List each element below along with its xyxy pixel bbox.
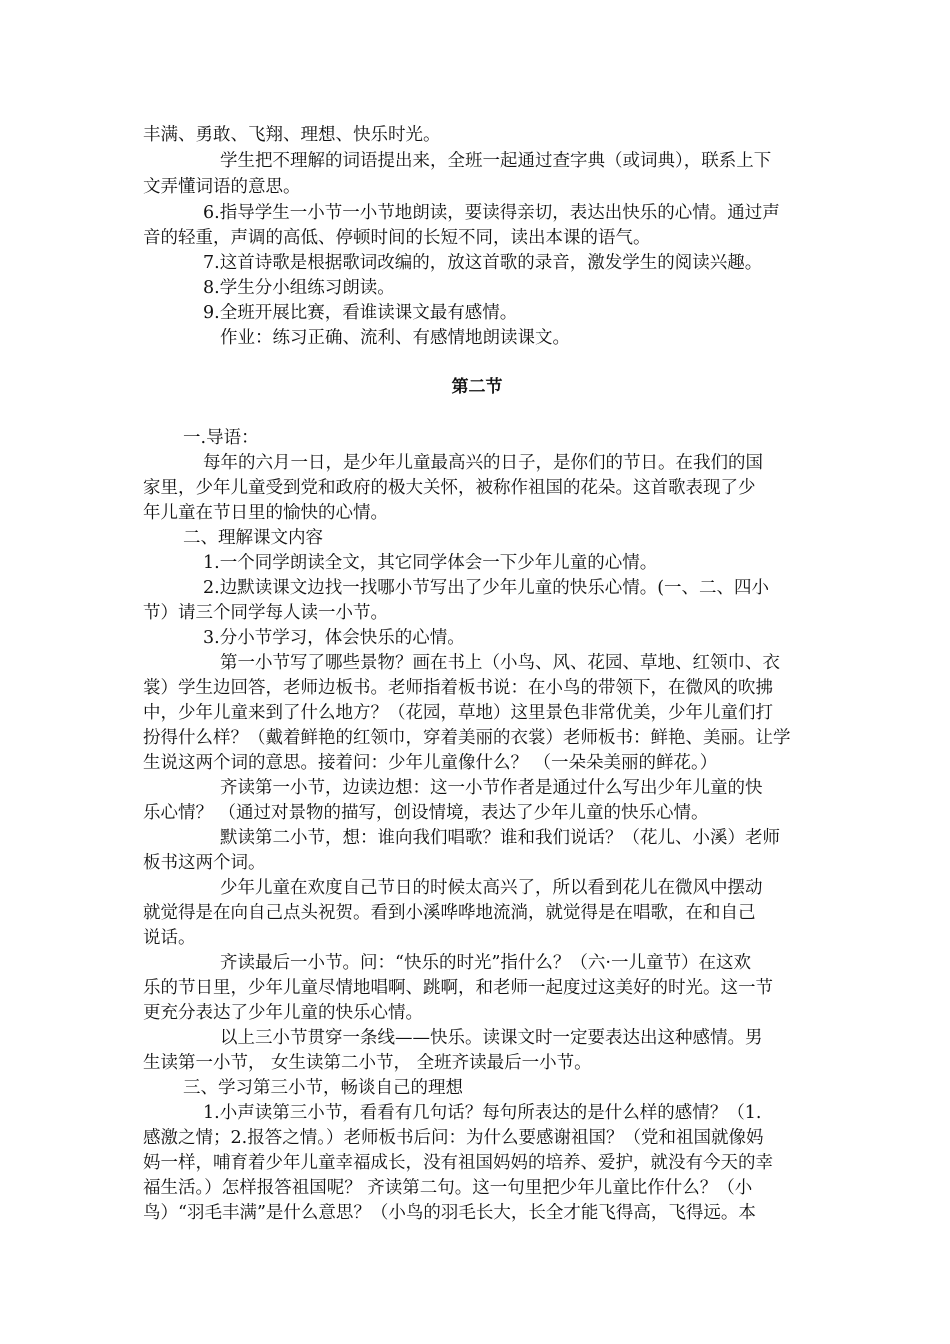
text-line: 年儿童在节日里的愉快的心情。: [143, 503, 388, 523]
text-line: 三、学习第三小节，畅谈自己的理想: [183, 1078, 463, 1098]
text-line: 妈一样，哺育着少年儿童幸福成长，没有祖国妈妈的培养、爱护，就没有今天的幸: [143, 1153, 773, 1173]
text-line: 音的轻重，声调的高低、停顿时间的长短不同，读出本课的语气。: [143, 228, 651, 248]
text-line: 更充分表达了少年儿童的快乐心情。: [143, 1003, 423, 1023]
text-line: 一.导语：: [183, 428, 259, 448]
text-line: 8.学生分小组练习朗读。: [203, 278, 395, 298]
text-line: 福生活。）怎样报答祖国呢？ 齐读第二句。这一句里把少年儿童比作什么？（小: [143, 1178, 753, 1198]
text-line: 丰满、勇敢、飞翔、理想、快乐时光。: [143, 125, 441, 145]
text-line: 二、理解课文内容: [183, 528, 323, 548]
text-line: 以上三小节贯穿一条线——快乐。读课文时一定要表达出这种感情。男: [220, 1028, 763, 1048]
text-line: 每年的六月一日，是少年儿童最高兴的日子，是你们的节日。在我们的国: [203, 453, 763, 473]
text-line: 齐读最后一小节。问：“快乐的时光”指什么？（六·一儿童节）在这欢: [220, 953, 751, 973]
text-line: 9.全班开展比赛，看谁读课文最有感情。: [203, 303, 518, 323]
text-line: 作业：练习正确、流利、有感情地朗读课文。: [220, 328, 570, 348]
text-line: 中，少年儿童来到了什么地方？（花园，草地）这里景色非常优美，少年儿童们打: [143, 703, 773, 723]
text-line: 乐心情？ （通过对景物的描写，创设情境，表达了少年儿童的快乐心情。: [143, 803, 709, 823]
text-line: 生说这两个词的意思。接着问：少年儿童像什么？ （一朵朵美丽的鲜花。）: [143, 753, 718, 773]
text-line: 2.边默读课文边找一找哪小节写出了少年儿童的快乐心情。(一、二、四小: [203, 578, 770, 598]
text-line: 少年儿童在欢度自己节日的时候太高兴了，所以看到花儿在微风中摆动: [220, 878, 763, 898]
text-line: 板书这两个词。: [143, 853, 266, 873]
text-line: 节）请三个同学每人读一小节。: [143, 603, 388, 623]
text-line: 1.小声读第三小节，看看有几句话？每句所表达的是什么样的感情？（1.: [203, 1103, 762, 1123]
text-line: 7.这首诗歌是根据歌词改编的，放这首歌的录音，激发学生的阅读兴趣。: [203, 253, 763, 273]
text-line: 第一小节写了哪些景物？画在书上（小鸟、风、花园、草地、红领巾、衣: [220, 653, 780, 673]
text-line: 家里，少年儿童受到党和政府的极大关怀，被称作祖国的花朵。这首歌表现了少: [143, 478, 756, 498]
text-line: 乐的节日里，少年儿童尽情地唱啊、跳啊，和老师一起度过这美好的时光。这一节: [143, 978, 773, 998]
text-line: 感激之情；2.报答之情。）老师板书后问：为什么要感谢祖国？（党和祖国就像妈: [143, 1128, 764, 1148]
text-line: 裳）学生边回答，老师边板书。老师指着板书说：在小鸟的带领下，在微风的吹拂: [143, 678, 773, 698]
text-line: 生读第一小节， 女生读第二小节， 全班齐读最后一小节。: [143, 1053, 592, 1073]
text-line: 学生把不理解的词语提出来，全班一起通过查字典（或词典），联系上下: [220, 151, 772, 171]
text-line: 齐读第一小节，边读边想：这一小节作者是通过什么写出少年儿童的快: [220, 778, 763, 798]
text-line: 1.一个同学朗读全文，其它同学体会一下少年儿童的心情。: [203, 553, 658, 573]
text-line: 文弄懂词语的意思。: [143, 177, 301, 197]
text-line: 扮得什么样？（戴着鲜艳的红领巾，穿着美丽的衣裳）老师板书：鲜艳、美丽。让学: [143, 728, 791, 748]
text-line: 说话。: [143, 928, 196, 948]
text-line: 默读第二小节，想：谁向我们唱歌？谁和我们说话？（花儿、小溪）老师: [220, 828, 780, 848]
section-title: 第二节: [451, 377, 503, 397]
text-line: 就觉得是在向自己点头祝贺。看到小溪哗哗地流淌，就觉得是在唱歌，在和自己: [143, 903, 756, 923]
text-line: 6.指导学生一小节一小节地朗读，要读得亲切，表达出快乐的心情。通过声: [203, 203, 780, 223]
text-line: 鸟）“羽毛丰满”是什么意思？（小鸟的羽毛长大，长全才能飞得高，飞得远。本: [143, 1203, 756, 1223]
text-line: 3.分小节学习，体会快乐的心情。: [203, 628, 465, 648]
